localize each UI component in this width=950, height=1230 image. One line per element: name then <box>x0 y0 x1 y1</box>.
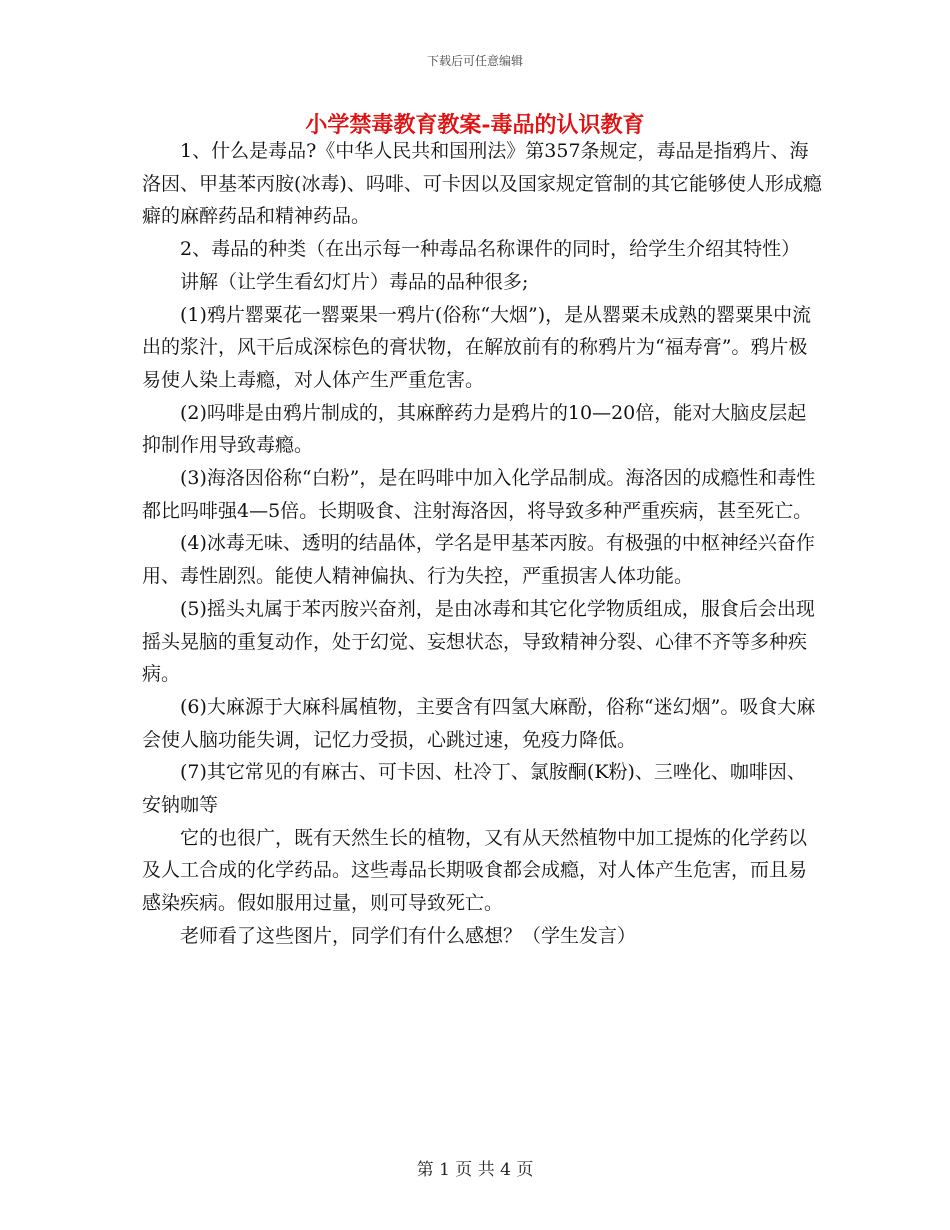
paragraph: (4)冰毒无味、透明的结晶体，学名是甲基苯丙胺。有极强的中枢神经兴奋作用、毒性剧烈。能使人精神偏执、行为失控，严重损害人体功能。 <box>142 532 815 588</box>
paragraph: 2、毒品的种类（在出示每一种毒品名称课件的同时，给学生介绍其特性） <box>180 238 801 261</box>
paragraph: 讲解（让学生看幻灯片）毒品的品种很多; <box>180 270 529 293</box>
paragraph: 1、什么是毒品?《中华人民共和国刑法》第357条规定，毒品是指鸦片、海洛因、甲基苯丙胺(冰毒)、吗啡、可卡因以及国家规定管制的其它能够使人形成瘾癖的麻醉药品和精神药品。 <box>142 140 822 228</box>
paragraph: (6)大麻源于大麻科属植物，主要含有四氢大麻酚，俗称“迷幻烟”。吸食大麻会使人脑功能失调，记忆力受损，心跳过速，免疫力降低。 <box>142 695 816 751</box>
header-note: 下载后可任意编辑 <box>426 54 523 68</box>
paragraph: 它的也很广，既有天然生长的植物，又有从天然植物中加工提炼的化学药以及人工合成的化学药品。这些毒品长期吸食都会成瘾，对人体产生危害，而且易感染疾病。假如服用过量，则可导致死亡。 <box>142 826 808 915</box>
paragraph: (1)鸦片罂粟花一罂粟果一鸦片(俗称“大烟”)，是从罂粟未成熟的罂粟果中流出的浆汁，风干后成深棕色的膏状物，在解放前有的称鸦片为“福寿膏”。鸦片极易使人染上毒瘾，对人体产生严重危害。 <box>142 303 812 391</box>
page-footer: 第 1 页 共 4 页 <box>416 1160 534 1180</box>
paragraph: (3)海洛因俗称“白粉”，是在吗啡中加入化学品制成。海洛因的成瘾性和毒性都比吗啡强4—5倍。长期吸食、注射海洛因，将导致多种严重疾病，甚至死亡。 <box>142 467 816 522</box>
paragraph: 老师看了这些图片，同学们有什么感想？（学生发言） <box>180 924 637 947</box>
document-title: 小学禁毒教育教案-毒品的认识教育 <box>305 112 645 138</box>
paragraph: (7)其它常见的有麻古、可卡因、杜冷丁、氯胺酮(K粉)、三唑化、咖啡因、安钠咖等 <box>142 761 806 817</box>
paragraph: (5)摇头丸属于苯丙胺兴奋剂，是由冰毒和其它化学物质组成，服食后会出现摇头晃脑的重复动作，处于幻觉、妄想状态，导致精神分裂、心律不齐等多种疾病。 <box>142 597 815 686</box>
paragraph: (2)吗啡是由鸦片制成的，其麻醉药力是鸦片的10—20倍，能对大脑皮层起抑制作用导致毒瘾。 <box>142 401 807 457</box>
document-body <box>142 135 822 953</box>
